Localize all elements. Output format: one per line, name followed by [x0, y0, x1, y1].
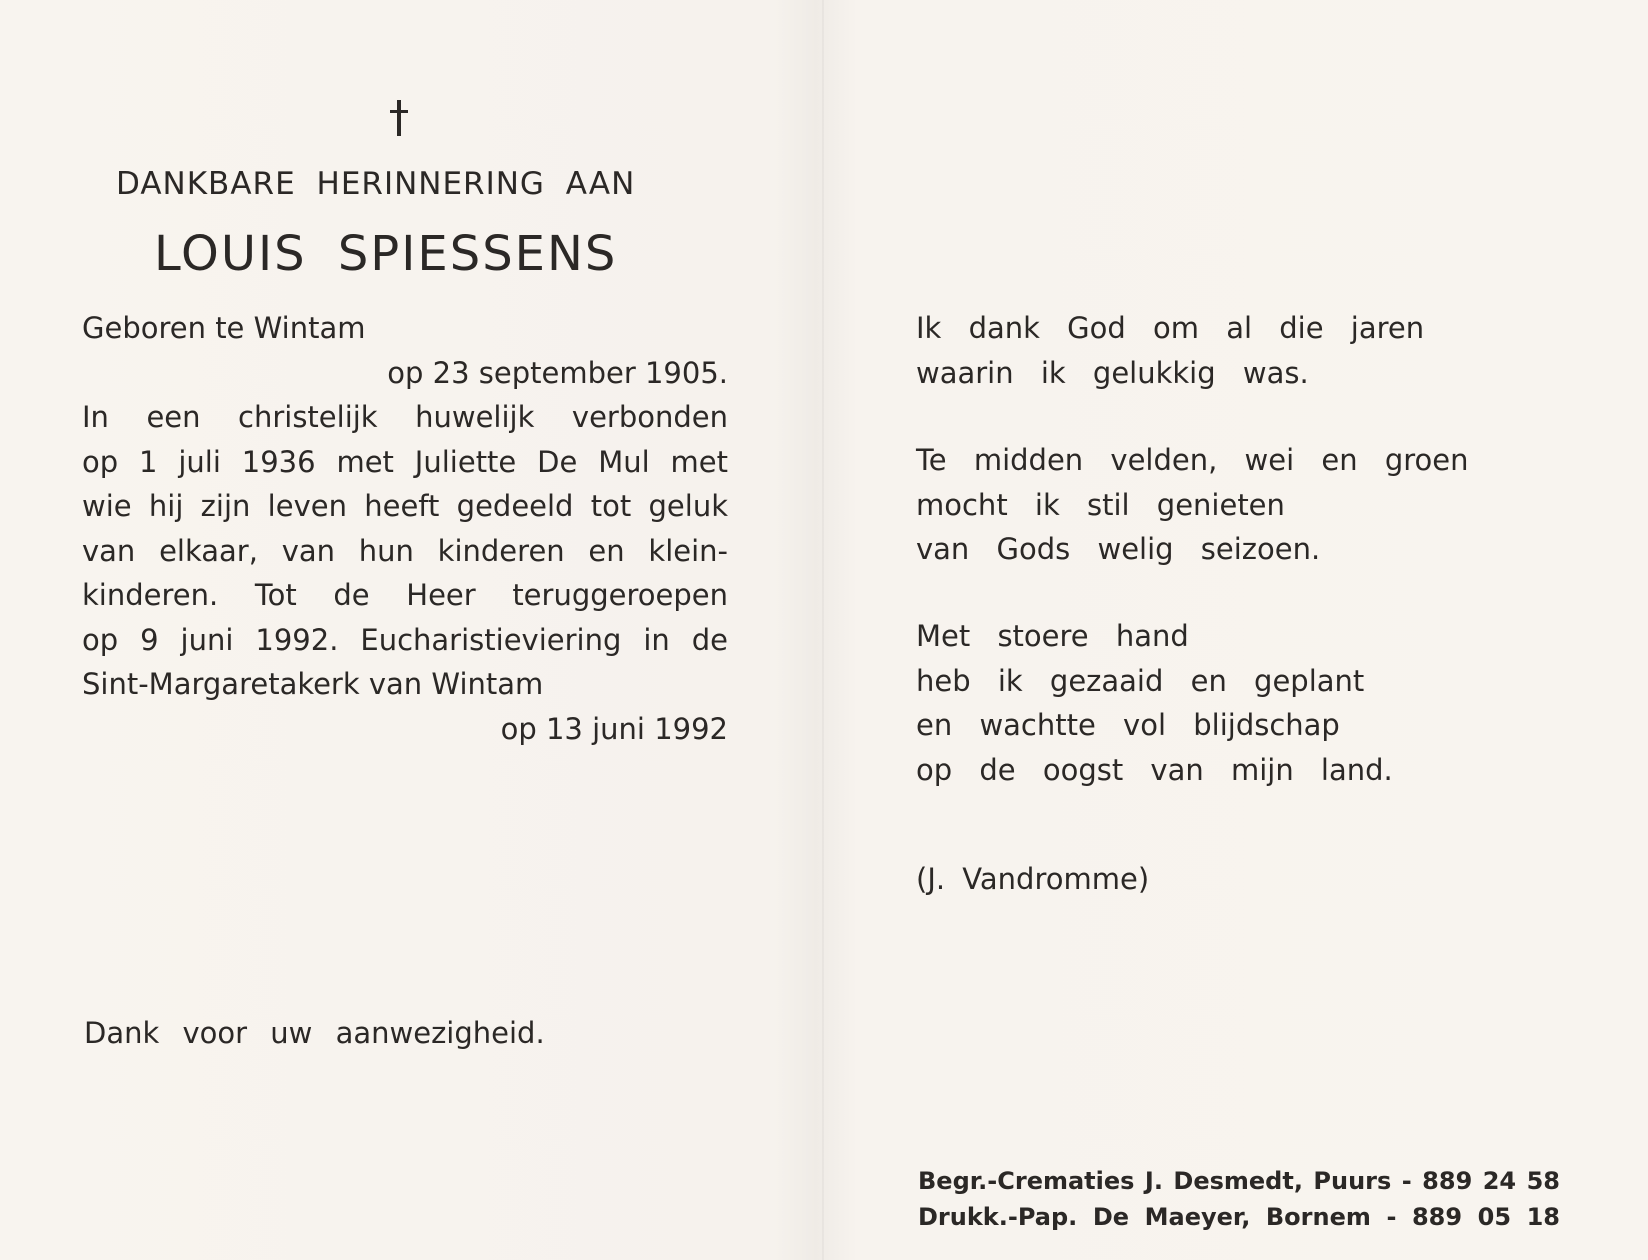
bio-line: op 23 september 1905.: [387, 355, 728, 390]
biography: [82, 306, 728, 751]
bio-line: kinderen. Tot de Heer teruggeroepen: [82, 578, 728, 612]
poem-line: heb ik gezaaid en geplant: [916, 663, 1365, 698]
printer-line: Begr.-Crematies J. Desmedt, Puurs - 889 24 58: [918, 1167, 1560, 1195]
poem-line: mocht ik stil genieten: [916, 487, 1285, 522]
bio-line: In een christelijk huwelijk verbonden: [82, 400, 728, 434]
poem-line: op de oogst van mijn land.: [916, 752, 1393, 787]
poem-stanza: [916, 438, 1556, 572]
printer-line: Drukk.-Pap. De Maeyer, Bornem - 889 05 18: [918, 1203, 1560, 1231]
poem-line: waarin ik gelukkig was.: [916, 355, 1309, 390]
bio-line: wie hij zijn leven heeft gedeeld tot geluk: [82, 489, 728, 523]
bio-line: op 9 juni 1992. Eucharistieviering in de: [82, 622, 728, 657]
deceased-name: LOUIS SPIESSENS: [154, 226, 618, 282]
bio-line: van elkaar, van hun kinderen en klein-: [82, 533, 728, 568]
card-heading: DANKBARE HERINNERING AAN: [116, 166, 636, 202]
poem-line: Te midden velden, wei en groen: [916, 443, 1469, 477]
poem-line: Met stoere hand: [916, 619, 1189, 653]
cross-icon: [384, 96, 414, 140]
poem-author: (J. Vandromme): [916, 862, 1150, 896]
poem-stanza: [916, 614, 1556, 792]
bio-line: op 1 juli 1936 met Juliette De Mul met: [82, 444, 728, 479]
poem-stanza: [916, 306, 1556, 395]
thanks-text: Dank voor uw aanwezigheid.: [84, 1016, 545, 1050]
card-fold: [822, 0, 824, 1260]
printer-info: [918, 1163, 1560, 1235]
poem-line: van Gods welig seizoen.: [916, 532, 1321, 566]
bio-line: Geboren te Wintam: [82, 311, 366, 345]
poem-line: en wachtte vol blijdschap: [916, 708, 1340, 742]
bio-line: op 13 juni 1992: [500, 711, 728, 746]
poem-line: Ik dank God om al die jaren: [916, 311, 1425, 345]
bio-line: Sint-Margaretakerk van Wintam: [82, 667, 544, 701]
